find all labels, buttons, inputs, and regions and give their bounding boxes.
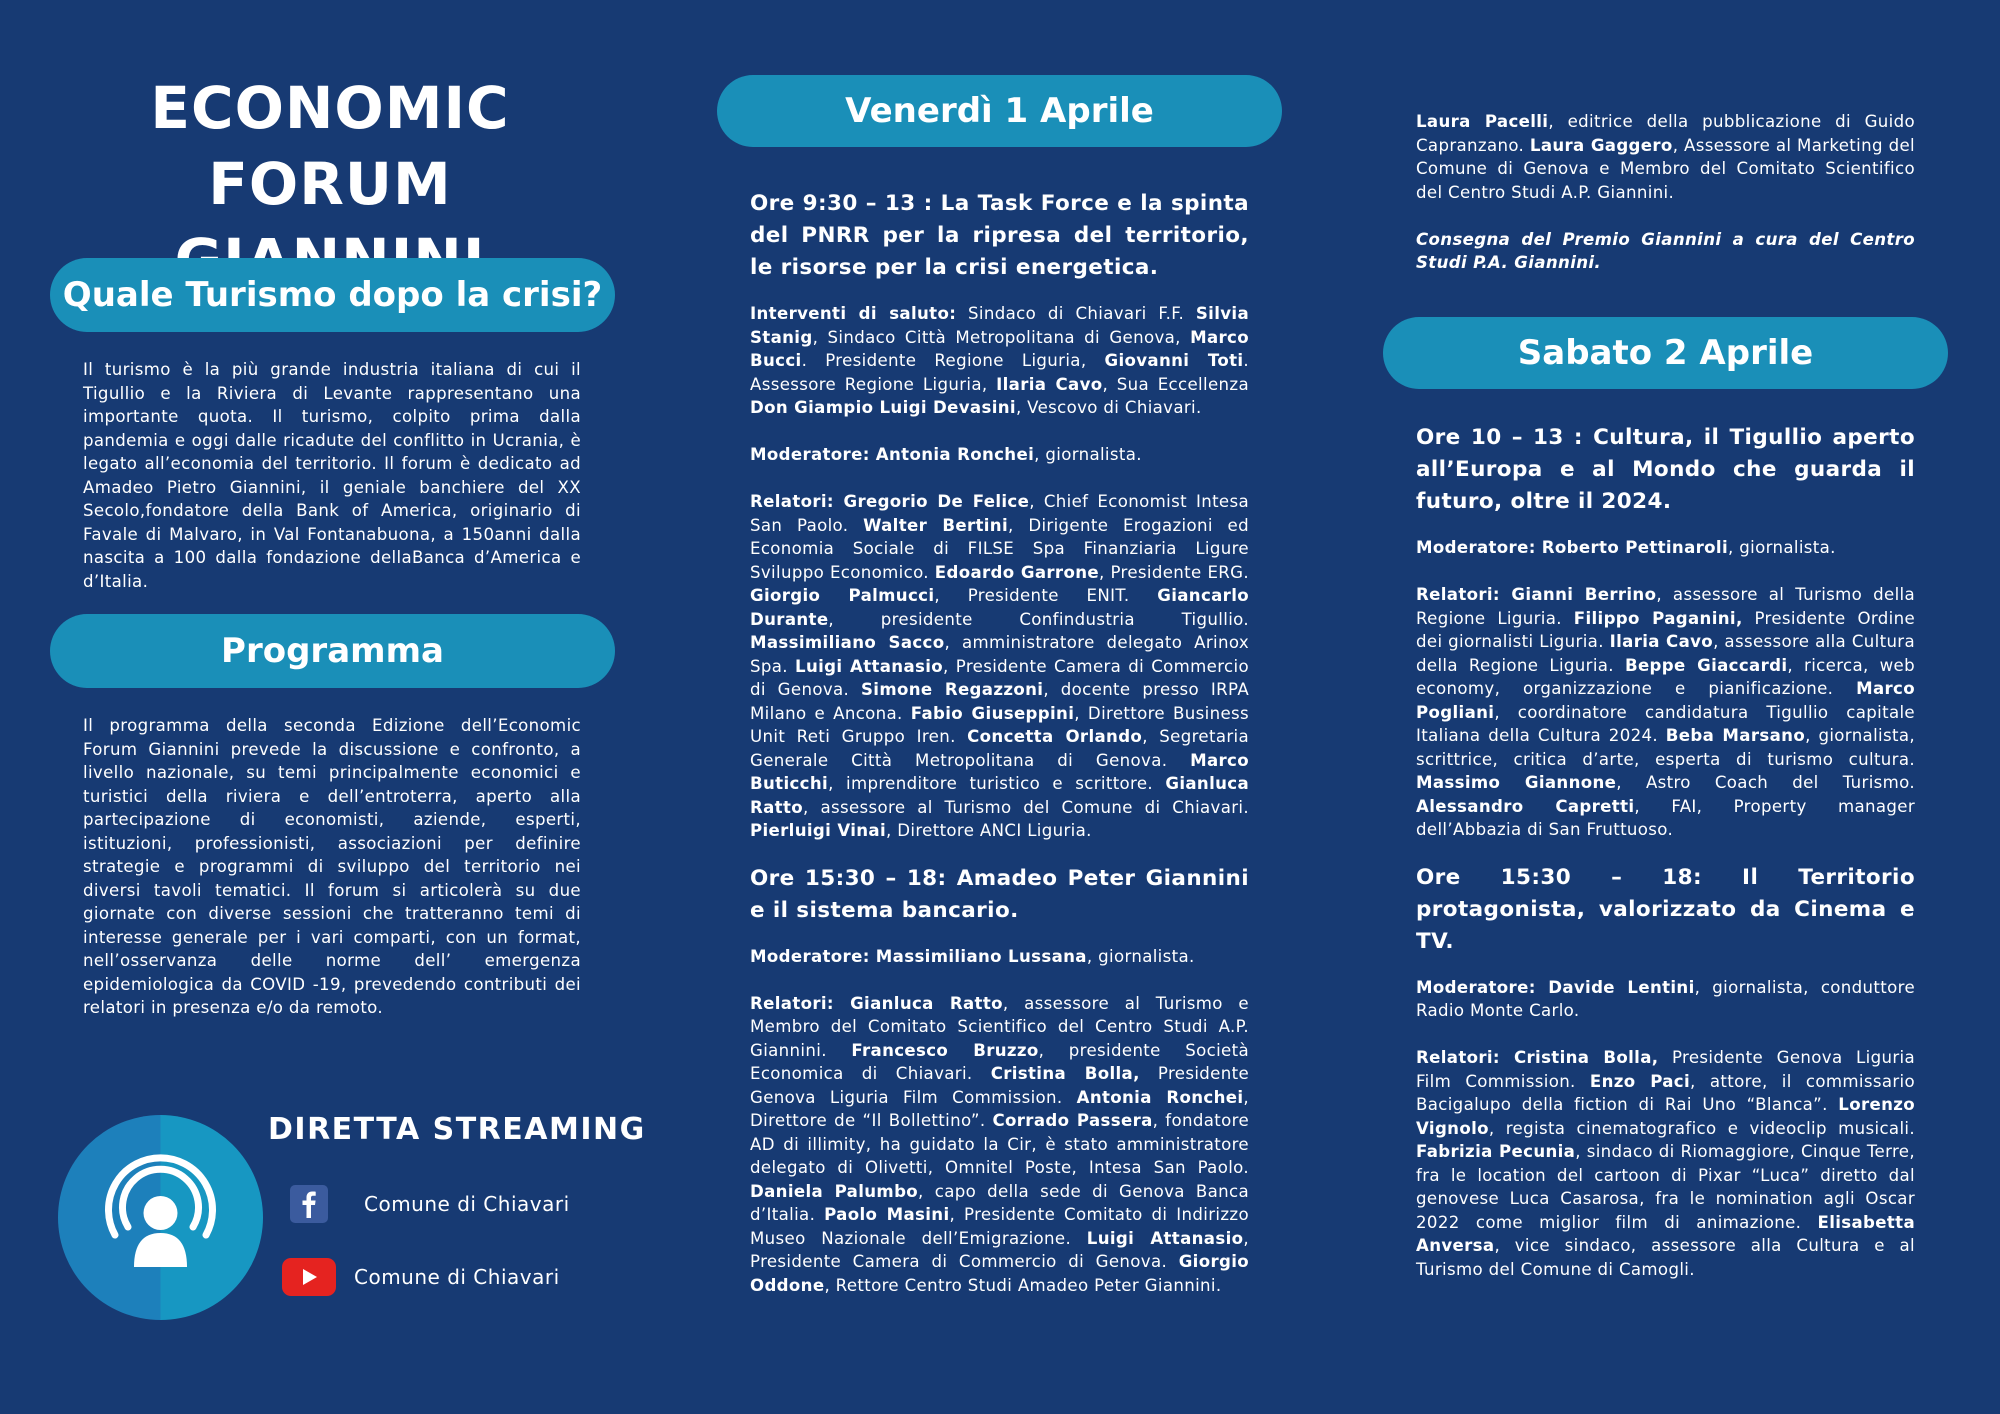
friday-moderator-2: Moderatore: Massimiliano Lussana, giornalista. [750,946,1195,966]
speaker-role: , assessore al Turismo della Regione Liguria. [1416,585,1916,628]
speaker-name: Beba Marsano [1665,726,1806,745]
speaker-name: Lorenzo Vignolo [1416,1095,1915,1138]
speaker-role: , coordinatore candidatura Tigullio capitale Italiana della Cultura 2024. [1416,702,1915,745]
friday-session-2-title: Ore 15:30 – 18: Amadeo Peter Giannini e il sistema bancario. [750,865,1249,923]
speaker-role: , presidente Confindustria Tigullio. [828,609,1249,629]
subtitle-banner [50,258,615,332]
speaker-list [750,492,1249,840]
intro-paragraph [83,358,581,593]
speaker-role: , vice sindaco, assessore alla Cultura e al Turismo del Comune di Camogli. [1416,1236,1915,1279]
speaker-role: , Presidente ENIT. [934,586,1158,605]
youtube-link[interactable] [290,1258,560,1296]
speaker-name: Paolo Masini [824,1205,950,1224]
speaker-name: Giancarlo Durante [750,586,1249,629]
friday-saluti: Interventi di saluto: Sindaco di Chiavari F.F. Silvia Stanig, Sindaco Città Metropolitana di Genova, Marco Bucci. Presidente Regione Liguria, Giovanni Toti. Assessore Regione Liguria, Ilaria Cavo, Sua Eccellenza Don Giampio Luigi Devasini, Vescovo di Chiavari. [750,304,1250,417]
speaker-name: Filippo Paganini, [1573,608,1743,628]
saturday-speakers-1: Relatori: Gianni Berrino, assessore al Turismo della Regione Liguria. Filippo Paganini, Presidente Ordine dei giornalisti Liguria. Ilaria Cavo, assessore alla Cultura della Regione Liguria. Beppe Giaccardi, ricerca, web economy, organizzazione e pianificazione. Marco Pogliani, coordinatore candidatura Tigullio capitale Italiana della Cultura 2024. Beba Marsano, giornalista, scrittrice, critica d’arte, esperta di turismo cultura. Massimo Giannone, Astro Coach del Turismo. Alessandro Capretti, FAI, Property manager dell’Abbazia di San Fruttuoso. [1416,585,1916,839]
speaker-list [1416,585,1915,839]
saturday-continuation [1416,110,1915,275]
speaker-role: , amministratore delegato Arinox Spa. [750,633,1250,676]
speaker-name: Simone Regazzoni [860,680,1044,699]
speaker-list [750,994,1249,1295]
speaker-role: , Dirigente Erogazioni ed Economia Sociale di FILSE Spa Finanziaria Ligure Sviluppo Economico. [750,515,1249,582]
saturday-session-2-title: Ore 15:30 – 18: Il Territorio protagonista, valorizzato da Cinema e TV. [1416,864,1915,954]
speaker-role: , Direttore Business Unit Reti Gruppo Iren. [750,703,1249,746]
speaker-name: Gianluca Ratto [833,993,1003,1013]
friday-session-2-text [750,945,1249,1298]
facebook-link[interactable] [290,1185,570,1223]
speaker-name: Beppe Giaccardi [1624,655,1788,675]
speaker-name: Gregorio De Felice [833,492,1030,511]
friday-heading: Venerdì 1 Aprile [845,91,1154,131]
speaker-role: , assessore al Turismo e Membro del Comitato Scientifico del Centro Studi A.P. Giannini. [750,993,1249,1060]
saturday-session-1-title: Ore 10 – 13 : Cultura, il Tigullio aperto all’Europa e al Mondo che guarda il futuro, oltre il 2024. [1416,425,1915,514]
programma-heading: Programma [221,631,444,671]
speaker-name: Luigi Attanasio [1086,1228,1244,1248]
friday-program [750,188,1249,1297]
speaker-name: Concetta Orlando [967,727,1143,746]
speaker-role: , sindaco di Riomaggiore, Cinque Terre, fra le location del cartoon di Pixar “Luca” diretto dal genovese Luca Casarosa, fra le nomination agli Oscar 2022 come miglior film di animazione. [1416,1142,1915,1232]
speaker-name: Marco Pogliani [1416,679,1915,722]
speaker-role: , regista cinematografico e videoclip musicali. [1488,1118,1915,1138]
speaker-name: Corrado Passera [992,1111,1153,1130]
speaker-role: Presidente Genova Liguria Film Commission. [1416,1048,1915,1091]
programma-text: Il programma della seconda Edizione dell’Economic Forum Giannini prevede la discussione e confronto, a livello nazionale, su temi principalmente economici e turistici della riviera e dell’entroterra, aperto alla partecipazione di economisti, aziende, esperti, istituzioni, professionisti, associazioni per definire strategie e programmi di sviluppo del territorio nei diversi tavoli tematici. Il forum si articolerà su due giornate con diverse sessioni che tratteranno temi di interesse generale per i vari comparti, con un format, nell’osservanza delle norme dell’ emergenza epidemiologica da COVID -19, prevedendo contributi dei relatori in presenza e/o da remoto. [83,716,581,1017]
speaker-name: Gianluca Ratto [750,774,1249,817]
speaker-role: , Presidente Camera di Commercio di Genova. [750,656,1249,699]
speaker-role: Presidente Genova Liguria Film Commission. [750,1064,1249,1107]
speaker-role: , FAI, Property manager dell’Abbazia di San Fruttuoso. [1416,796,1915,839]
speaker-name: Fabio Giuseppini [910,703,1075,723]
saturday-session-1-text [1416,536,1915,842]
speaker-role: , Presidente ERG. [1098,562,1249,582]
streaming-title: DIRETTA STREAMING [268,1112,646,1147]
saturday-moderator-1: Moderatore: Roberto Pettinaroli, giornalista. [1416,538,1836,557]
speaker-name: Luigi Attanasio [795,656,944,676]
speaker-name: Francesco Bruzzo [851,1040,1039,1060]
speaker-name: Elisabetta Anversa [1416,1212,1915,1255]
friday-speakers-1: Relatori: Gregorio De Felice, Chief Economist Intesa San Paolo. Walter Bertini, Dirigente Erogazioni ed Economia Sociale di FILSE Spa Finanziaria Ligure Sviluppo Economico. Edoardo Garrone, Presidente ERG. Giorgio Palmucci, Presidente ENIT. Giancarlo Durante, presidente Confindustria Tigullio. Massimiliano Sacco, amministratore delegato Arinox Spa. Luigi Attanasio, Presidente Camera di Commercio di Genova. Simone Regazzoni, docente presso IRPA Milano e Ancona. Fabio Giuseppini, Direttore Business Unit Reti Gruppo Iren. Concetta Orlando, Segretaria Generale Città Metropolitana di Genova. Marco Buticchi, imprenditore turistico e scrittore. Gianluca Ratto, assessore al Turismo del Comune di Chiavari. Pierluigi Vinai, Direttore ANCI Liguria. [750,492,1250,840]
speaker-name: Gianni Berrino [1499,585,1657,604]
speaker-name: Laura Pacelli [1416,112,1549,131]
speaker-role: , editrice della pubblicazione di Guido Capranzano. [1416,112,1915,155]
youtube-icon [282,1258,336,1296]
speaker-name: Cristina Bolla, [1499,1048,1659,1067]
speaker-role: , ricerca, web economy, organizzazione e pianificazione. [1416,655,1915,698]
saturday-cont-text [1416,110,1915,275]
speaker-role: , Direttore ANCI Liguria. [886,821,1092,840]
speaker-name: Daniela Palumbo [750,1181,919,1201]
intro-text: Il turismo è la più grande industria italiana di cui il Tigullio e la Riviera di Levante rappresentano una importante quota. Il turismo, colpito prima dalla pandemia e oggi dalle ricadute del conflitto in Ucrania, è legato all’economia del territorio. Il forum è dedicato ad Amadeo Pietro Giannini, il geniale banchiere del XX Secolo,fondatore della Bank of America, originario di Favale di Malvaro, in Val Fontanabuona, a 150anni dalla nascita a 100 dalla fondazione dellaBanca d’America e d’Italia. [83,360,581,591]
speaker-name: Cristina Bolla, [990,1064,1140,1083]
speaker-name: Enzo Paci [1589,1071,1691,1091]
facebook-icon [290,1185,328,1223]
programma-banner [50,614,615,688]
speaker-name: Alessandro Capretti [1416,796,1635,816]
speaker-role: Presidente Ordine dei giornalisti Liguria. [1416,608,1916,651]
speaker-role: , docente presso IRPA Milano e Ancona. [750,680,1250,723]
speaker-role: , Direttore de “Il Bollettino”. [750,1087,1250,1130]
speaker-role: , imprenditore turistico e scrittore. [828,774,1166,793]
speaker-name: Laura Gaggero [1529,135,1673,155]
speaker-name: Massimiliano Sacco [750,633,945,652]
speaker-role: , assessore alla Cultura della Regione Liguria. [1416,632,1915,675]
speaker-role: , Chief Economist Intesa San Paolo. [750,492,1250,535]
speaker-role: , Astro Coach del Turismo. [1616,773,1915,792]
speaker-name: Ilaria Cavo [1609,632,1714,651]
speaker-name: Giorgio Oddone [750,1252,1249,1295]
youtube-label: Comune di Chiavari [354,1265,560,1289]
title-line-1: ECONOMIC FORUM [150,74,510,218]
speaker-role: , giornalista, scrittrice, critica d’arte, esperta di turismo cultura. [1416,726,1915,769]
friday-session-1-text [750,302,1249,843]
saturday-cont-speakers [1416,110,1915,204]
speaker-role: , attore, il commissario Bacigalupo della fiction di Rai Uno “Blanca”. [1416,1071,1915,1114]
speaker-role: , Assessore al Marketing del Comune di Genova e Membro del Comitato Scientifico del Centro Studi A.P. Giannini. [1416,135,1915,202]
subtitle-text: Quale Turismo dopo la crisi? [62,275,603,315]
speaker-role: , fondatore AD di illimity, ha guidato la Cir, è stato amministratore delegato di Olivetti, Omnitel Poste, Intesa San Paolo. [750,1111,1249,1177]
friday-moderator-1: Moderatore: Antonia Ronchei, giornalista. [750,445,1142,464]
speaker-name: Edoardo Garrone [934,562,1099,582]
speaker-name: Fabrizia Pecunia [1416,1142,1576,1161]
speaker-role: , assessore al Turismo del Comune di Chiavari. [803,797,1249,817]
speaker-name: Antonia Ronchei [1076,1087,1244,1107]
facebook-label: Comune di Chiavari [364,1192,570,1216]
friday-session-1-title: Ore 9:30 – 13 : La Task Force e la spinta del PNRR per la ripresa del territorio, le risorse per la crisi energetica. [750,191,1249,280]
saturday-speakers-2: Relatori: Cristina Bolla, Presidente Genova Liguria Film Commission. Enzo Paci, attore, il commissario Bacigalupo della fiction di Rai Uno “Blanca”. Lorenzo Vignolo, regista cinematografico e videoclip musicali. Fabrizia Pecunia, sindaco di Riomaggiore, Cinque Terre, fra le location del cartoon di Pixar “Luca” diretto dal genovese Luca Casarosa, fra le nomination agli Oscar 2022 come miglior film di animazione. Elisabetta Anversa, vice sindaco, assessore alla Cultura e al Turismo del Comune di Camogli. [1416,1048,1915,1279]
podcast-broadcast-icon [58,1115,263,1320]
speaker-name: Massimo Giannone [1416,773,1617,792]
premio-text: Consegna del Premio Giannini a cura del Centro Studi P.A. Giannini. [1416,229,1915,272]
saturday-program [1416,422,1915,1281]
speaker-name: Marco Buticchi [750,750,1249,793]
speaker-list [1416,112,1915,202]
saturday-session-2-text [1416,976,1915,1282]
speaker-role: , presidente Società Economica di Chiavari. [750,1040,1249,1083]
saturday-banner [1383,317,1948,389]
speaker-list [1416,1048,1915,1279]
programma-paragraph [83,714,581,1020]
speaker-role: , capo della sede di Genova Banca d’Italia. [750,1181,1249,1224]
speaker-role: , Rettore Centro Studi Amadeo Peter Giannini. [824,1275,1222,1295]
friday-banner [717,75,1282,147]
speaker-role: , Segretaria Generale Città Metropolitana di Genova. [750,727,1249,770]
saturday-heading: Sabato 2 Aprile [1517,333,1814,373]
speaker-role: , Presidente Comitato di Indirizzo Museo Nazionale dell’Emigrazione. [750,1205,1249,1248]
saturday-moderator-2: Moderatore: Davide Lentini, giornalista, conduttore Radio Monte Carlo. [1416,977,1915,1020]
speaker-name: Giorgio Palmucci [750,586,935,605]
speaker-role: , Presidente Camera di Commercio di Genova. [750,1228,1249,1271]
speaker-name: Walter Bertini [863,515,1008,535]
speaker-name: Pierluigi Vinai [750,821,887,840]
friday-speakers-2: Relatori: Gianluca Ratto, assessore al Turismo e Membro del Comitato Scientifico del Centro Studi A.P. Giannini. Francesco Bruzzo, presidente Società Economica di Chiavari. Cristina Bolla, Presidente Genova Liguria Film Commission. Antonia Ronchei, Direttore de “Il Bollettino”. Corrado Passera, fondatore AD di illimity, ha guidato la Cir, è stato amministratore delegato di Olivetti, Omnitel Poste, Intesa San Paolo. Daniela Palumbo, capo della sede di Genova Banca d’Italia. Paolo Masini, Presidente Comitato di Indirizzo Museo Nazionale dell’Emigrazione. Luigi Attanasio, Presidente Camera di Commercio di Genova. Giorgio Oddone, Rettore Centro Studi Amadeo Peter Giannini. [750,993,1250,1295]
